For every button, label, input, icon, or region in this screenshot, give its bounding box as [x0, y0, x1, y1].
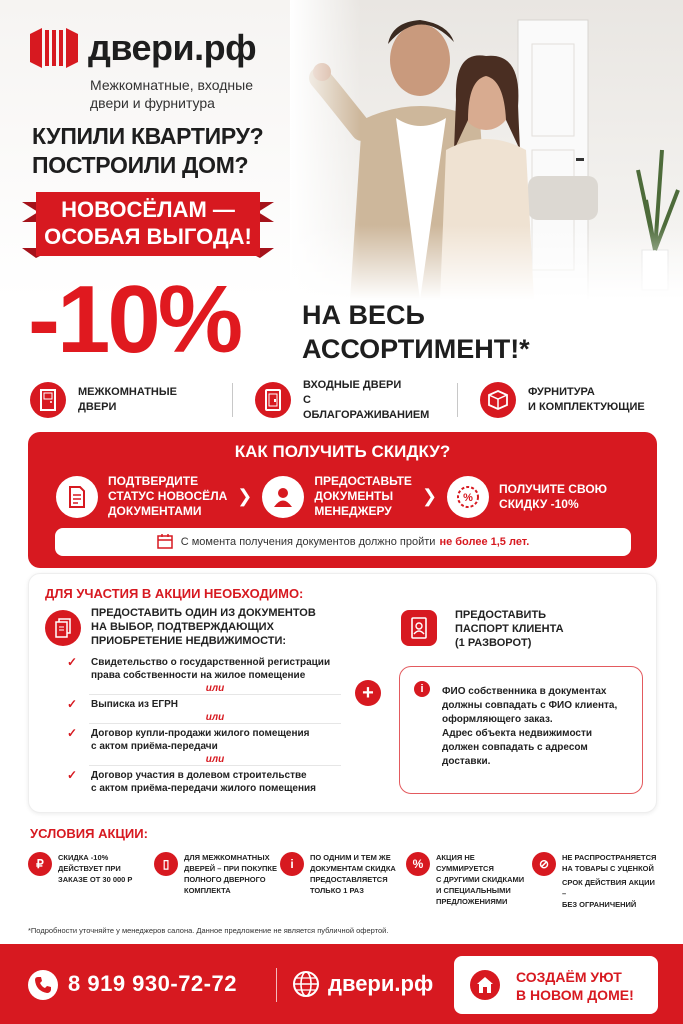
- documents-icon: [45, 610, 81, 646]
- manager-icon: [262, 476, 304, 518]
- hero-question-line: ПОСТРОИЛИ ДОМ?: [32, 152, 249, 178]
- svg-text:%: %: [463, 491, 473, 504]
- documents-heading: [91, 606, 316, 648]
- heading-line: ПАСПОРТ КЛИЕНТА: [455, 623, 564, 635]
- heading-line: ПРЕДОСТАВИТЬ ОДИН ИЗ ДОКУМЕНТОВ: [91, 607, 316, 619]
- brand-logo[interactable]: [28, 24, 256, 72]
- step-confirm: [56, 474, 227, 519]
- list-item: [67, 727, 341, 753]
- heading-line: ПРЕДОСТАВИТЬ: [455, 609, 547, 621]
- info-icon: i: [280, 852, 304, 876]
- note-highlight: не более 1,5 лет.: [439, 536, 530, 548]
- step-text: СКИДКУ -10%: [499, 496, 579, 511]
- how-title: КАК ПОЛУЧИТЬ СКИДКУ?: [234, 442, 451, 461]
- doc-text: с актом приёма-передачи жилого помещения: [91, 783, 316, 794]
- passport-heading: [455, 608, 564, 650]
- condition-item: [154, 852, 280, 910]
- ribbon-line: ОСОБАЯ ВЫГОДА!: [44, 224, 252, 249]
- calendar-icon: [157, 533, 173, 552]
- list-item: [67, 769, 341, 795]
- condition-text: СКИДКА -10%: [58, 853, 109, 862]
- requirements-title: ДЛЯ УЧАСТИЯ В АКЦИИ НЕОБХОДИМО:: [45, 586, 304, 601]
- percent-icon: %: [406, 852, 430, 876]
- step-text: ДОКУМЕНТЫ: [314, 489, 394, 503]
- condition-text: БЕЗ ОГРАНИЧЕНИЙ: [562, 900, 637, 909]
- phone-number[interactable]: 8 919 930-72-72: [68, 971, 237, 996]
- brand-tagline: [90, 76, 290, 112]
- hero-question: [32, 122, 263, 180]
- slogan-box: [454, 956, 658, 1014]
- condition-text: ПО ОДНИМ И ТЕМ ЖЕ: [310, 853, 391, 862]
- phone-icon: [28, 970, 58, 1000]
- heading-line: ПРИОБРЕТЕНИЕ НЕДВИЖИМОСТИ:: [91, 635, 287, 647]
- door-icon: [30, 382, 66, 418]
- condition-text: ДЕЙСТВУЕТ ПРИ: [58, 864, 121, 873]
- brand-name: двери.рф: [88, 27, 257, 68]
- entrance-door-icon: [255, 382, 291, 418]
- condition-text: ДВЕРЕЙ – ПРИ ПОКУПКЕ: [184, 864, 277, 873]
- discount-subtitle-line: НА ВЕСЬ: [302, 300, 425, 330]
- condition-item: [280, 852, 406, 910]
- step-text: СТАТУС НОВОСЁЛА: [108, 489, 228, 503]
- list-item: [67, 656, 341, 682]
- or-separator: или: [89, 754, 341, 766]
- list-item: [67, 698, 341, 711]
- category-label: С ОБЛАГОРАЖИВАНИЕМ: [303, 393, 430, 421]
- doc-text: Договор купли-продажи жилого помещения: [91, 728, 310, 739]
- conditions-title: УСЛОВИЯ АКЦИИ:: [30, 826, 148, 841]
- info-box: [399, 666, 643, 794]
- discount-value: -10%: [28, 266, 241, 373]
- time-limit-note: [55, 528, 631, 556]
- step-text: МЕНЕДЖЕРУ: [314, 504, 392, 518]
- or-separator: или: [89, 712, 341, 724]
- category-hardware[interactable]: [480, 382, 660, 418]
- info-line: ФИО собственника в документах: [442, 686, 607, 697]
- chevron-right-icon: ❯: [237, 486, 253, 506]
- discount-subtitle: [302, 298, 530, 366]
- steps: [56, 474, 636, 519]
- check-icon: ✓: [67, 697, 78, 711]
- door-icon: ▯: [154, 852, 178, 876]
- category-label: ВХОДНЫЕ ДВЕРИ: [303, 378, 402, 391]
- condition-text: НЕ РАСПРОСТРАНЯЕТСЯ: [562, 853, 657, 862]
- brand-tagline-line: двери и фурнитура: [90, 95, 215, 111]
- check-icon: ✓: [67, 655, 78, 669]
- condition-text: ПРЕДОСТАВЛЯЕТСЯ: [310, 875, 388, 884]
- brand-tagline-line: Межкомнатные, входные: [90, 77, 253, 93]
- hero-photo: [290, 0, 683, 300]
- doc-text: Договор участия в долевом строительстве: [91, 770, 307, 781]
- divider: [457, 383, 458, 417]
- info-line: должен совпадать с адресом: [442, 742, 588, 753]
- divider: [232, 383, 233, 417]
- chevron-right-icon: ❯: [421, 486, 438, 506]
- document-icon: [56, 476, 98, 518]
- step-text: ПРЕДОСТАВЬТЕ: [314, 474, 412, 488]
- condition-text: КОМПЛЕКТА: [184, 886, 231, 895]
- category-label: МЕЖКОМНАТНЫЕ: [78, 386, 177, 398]
- percent-badge-icon: [447, 476, 489, 518]
- check-icon: ✓: [67, 726, 78, 740]
- door-logo-icon: [28, 24, 80, 72]
- doc-text: с актом приёма-передачи: [91, 741, 218, 752]
- info-line: оформляющего заказ.: [442, 714, 553, 725]
- condition-text: С ДРУГИМИ СКИДКАМИ: [436, 875, 525, 884]
- discount-subtitle-line: АССОРТИМЕНТ!*: [302, 334, 530, 364]
- check-icon: ✓: [67, 768, 78, 782]
- condition-text: НА ТОВАРЫ С УЦЕНКОЙ: [562, 864, 654, 873]
- category-label: ДВЕРИ: [78, 401, 117, 413]
- condition-item: [406, 852, 532, 910]
- document-list: [67, 656, 341, 795]
- heading-line: НА ВЫБОР, ПОДТВЕРЖДАЮЩИХ: [91, 621, 274, 633]
- info-icon: i: [414, 681, 430, 697]
- box-icon: [480, 382, 516, 418]
- condition-text: ПОЛНОГО ДВЕРНОГО: [184, 875, 266, 884]
- condition-text: ЗАКАЗЕ ОТ 30 000 Р: [58, 875, 133, 884]
- step-receive: [447, 476, 607, 518]
- info-text: [442, 685, 617, 769]
- divider: [276, 968, 277, 1002]
- step-text: ПОДТВЕРДИТЕ: [108, 474, 199, 488]
- heading-line: (1 РАЗВОРОТ): [455, 637, 532, 649]
- info-line: должны совпадать с ФИО клиента,: [442, 700, 618, 711]
- category-interior-doors[interactable]: [30, 382, 210, 418]
- conditions-row: [28, 852, 660, 910]
- website-link[interactable]: двери.рф: [328, 971, 434, 996]
- step-text: ДОКУМЕНТАМИ: [108, 504, 202, 518]
- ruble-icon: ₽: [28, 852, 52, 876]
- slogan-line: В НОВОМ ДОМЕ!: [516, 987, 634, 1003]
- plus-icon: +: [355, 680, 381, 706]
- category-entrance-doors[interactable]: [255, 378, 435, 423]
- categories-row: [30, 378, 660, 422]
- category-label: И КОМПЛЕКТУЮЩИЕ: [528, 401, 645, 413]
- ribbon-text: [22, 196, 274, 250]
- couple-photo-illustration: [290, 0, 683, 300]
- or-separator: или: [89, 683, 341, 695]
- passport-icon: [401, 610, 437, 646]
- condition-item: [532, 852, 658, 910]
- doc-text: Выписка из ЕГРН: [91, 699, 178, 710]
- doc-text: Свидетельство о государственной регистрации: [91, 657, 331, 668]
- condition-item: [28, 852, 154, 910]
- no-discount-tag-icon: ⊘: [532, 852, 556, 876]
- footer: [0, 944, 683, 1024]
- footnote: *Подробности уточняйте у менеджеров салона. Данное предложение не является публичной офертой.: [28, 926, 389, 935]
- doc-text: права собственности на жилое помещение: [91, 670, 306, 681]
- condition-text: АКЦИЯ НЕ СУММИРУЕТСЯ: [436, 853, 494, 873]
- slogan-text: [516, 968, 634, 1004]
- note-text: С момента получения документов должно пройти: [180, 536, 436, 548]
- slogan-line: СОЗДАЁМ УЮТ: [516, 969, 622, 985]
- step-provide: [262, 474, 412, 519]
- condition-text: ТОЛЬКО 1 РАЗ: [310, 886, 364, 895]
- hero-question-line: КУПИЛИ КВАРТИРУ?: [32, 123, 264, 149]
- info-line: Адрес объекта недвижимости: [442, 728, 593, 739]
- condition-text: СРОК ДЕЙСТВИЯ АКЦИИ –: [562, 878, 655, 898]
- category-label: ФУРНИТУРА: [528, 386, 595, 398]
- how-to-get-discount: [28, 432, 657, 568]
- condition-text: ДОКУМЕНТАМ СКИДКА: [310, 864, 396, 873]
- home-icon: [470, 970, 500, 1000]
- globe-icon: [292, 970, 320, 998]
- ribbon-line: НОВОСЁЛАМ —: [61, 197, 235, 222]
- condition-text: ДЛЯ МЕЖКОМНАТНЫХ: [184, 853, 270, 862]
- condition-text: И СПЕЦИАЛЬНЫМИ: [436, 886, 511, 895]
- requirements-card: [28, 573, 657, 813]
- step-text: ПОЛУЧИТЕ СВОЮ: [499, 481, 608, 496]
- condition-text: ПРЕДЛОЖЕНИЯМИ: [436, 897, 508, 906]
- info-line: доставки.: [442, 756, 491, 767]
